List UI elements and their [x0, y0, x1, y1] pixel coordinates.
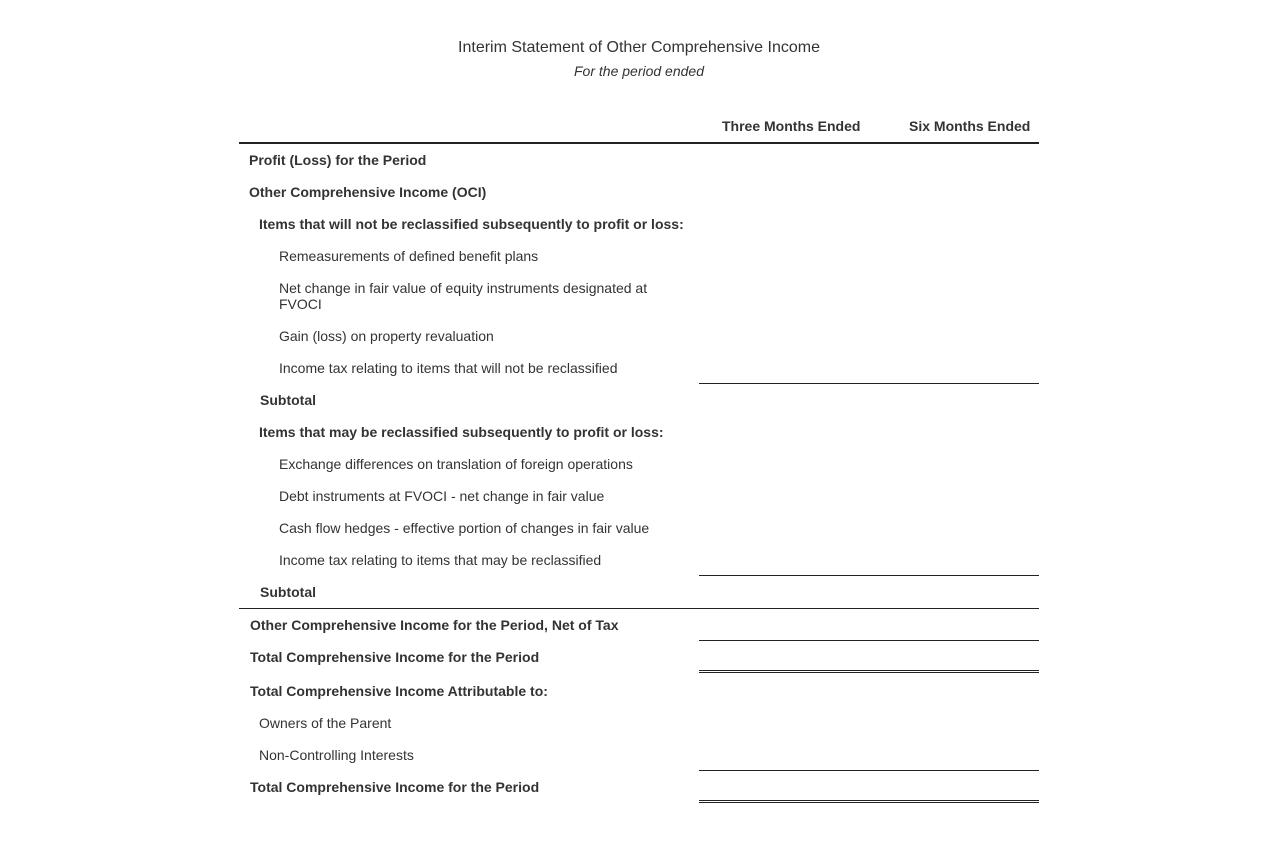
column-header-three-months: Three Months Ended [722, 118, 861, 134]
row-subtotal-not-reclassified [239, 384, 1039, 416]
amount-six-months [869, 739, 1039, 771]
row-label: Gain (loss) on property revaluation [279, 328, 494, 344]
row-oci-net-of-tax [239, 609, 1039, 641]
amount-six-months [869, 707, 1039, 739]
row-label: Subtotal [260, 584, 316, 600]
row-total-comprehensive-income-attributed [239, 771, 1039, 803]
row-total-comprehensive-income [239, 641, 1039, 673]
amount-three-months [699, 512, 869, 544]
row-oci-heading [239, 176, 1039, 208]
amount-six-months [869, 480, 1039, 512]
amount-three-months [699, 480, 869, 512]
row-not-reclassified-heading [239, 208, 1039, 240]
amount-six-months [869, 771, 1039, 803]
amount-six-months [869, 384, 1039, 416]
amount-three-months [699, 272, 869, 320]
row-label: Total Comprehensive Income for the Period [250, 779, 540, 795]
row-label: Remeasurements of defined benefit plans [279, 248, 539, 264]
row-label: Other Comprehensive Income (OCI) [249, 184, 487, 200]
amount-three-months [699, 609, 869, 641]
column-header-six-months: Six Months Ended [909, 118, 1031, 134]
row-label: Non-Controlling Interests [259, 747, 414, 763]
row-label: Net change in fair value of equity instruments designated at FVOCI [279, 280, 648, 312]
row-label: Owners of the Parent [259, 715, 392, 731]
statement-header [0, 38, 1278, 80]
row-label: Items that will not be reclassified subsequently to profit or loss: [259, 216, 684, 232]
row-owners-of-parent [239, 707, 1039, 739]
amount-six-months [869, 272, 1039, 320]
amount-six-months [869, 352, 1039, 384]
row-may-be-reclassified-heading [239, 416, 1039, 448]
amount-six-months [869, 544, 1039, 576]
row-label: Total Comprehensive Income Attributable to: [250, 683, 548, 699]
amount-three-months [699, 707, 869, 739]
row-equity-fvoci [239, 272, 1039, 320]
row-profit-loss [239, 144, 1039, 176]
statement-period: For the period ended [574, 63, 704, 79]
amount-six-months [869, 641, 1039, 673]
amount-three-months [699, 771, 869, 803]
row-label: Exchange differences on translation of foreign operations [279, 456, 633, 472]
row-label: Items that may be reclassified subsequently to profit or loss: [259, 424, 664, 440]
amount-six-months [869, 240, 1039, 272]
amount-three-months [699, 352, 869, 384]
column-header-row [239, 108, 1039, 144]
row-label: Total Comprehensive Income for the Period [250, 649, 540, 665]
amount-three-months [699, 448, 869, 480]
amount-three-months [699, 641, 869, 673]
row-attributable-heading [239, 675, 1039, 707]
amount-three-months [699, 544, 869, 576]
amount-three-months [699, 144, 869, 176]
row-tax-may-be-reclassified [239, 544, 1039, 576]
amount-three-months [699, 576, 869, 608]
row-label: Debt instruments at FVOCI - net change in fair value [279, 488, 605, 504]
amount-six-months [869, 512, 1039, 544]
row-label: Cash flow hedges - effective portion of changes in fair value [279, 520, 650, 536]
row-non-controlling-interests [239, 739, 1039, 771]
statement-title: Interim Statement of Other Comprehensive Income [458, 39, 820, 56]
amount-six-months [869, 320, 1039, 352]
amount-three-months [699, 384, 869, 416]
row-property-revaluation [239, 320, 1039, 352]
row-label: Subtotal [260, 392, 316, 408]
row-label: Income tax relating to items that will not be reclassified [279, 360, 618, 376]
amount-three-months [699, 739, 869, 771]
row-remeasurements-db-plans [239, 240, 1039, 272]
row-label: Other Comprehensive Income for the Period, Net of Tax [250, 617, 619, 633]
row-label: Profit (Loss) for the Period [249, 152, 427, 168]
amount-six-months [869, 576, 1039, 608]
row-subtotal-may-be-reclassified [239, 576, 1039, 609]
amount-three-months [699, 240, 869, 272]
amount-three-months [699, 320, 869, 352]
amount-six-months [869, 609, 1039, 641]
amount-six-months [869, 448, 1039, 480]
row-cash-flow-hedges [239, 512, 1039, 544]
row-label: Income tax relating to items that may be reclassified [279, 552, 602, 568]
row-debt-fvoci [239, 480, 1039, 512]
row-exchange-differences [239, 448, 1039, 480]
amount-six-months [869, 144, 1039, 176]
row-tax-not-reclassified [239, 352, 1039, 384]
oci-statement-table [239, 108, 1039, 803]
